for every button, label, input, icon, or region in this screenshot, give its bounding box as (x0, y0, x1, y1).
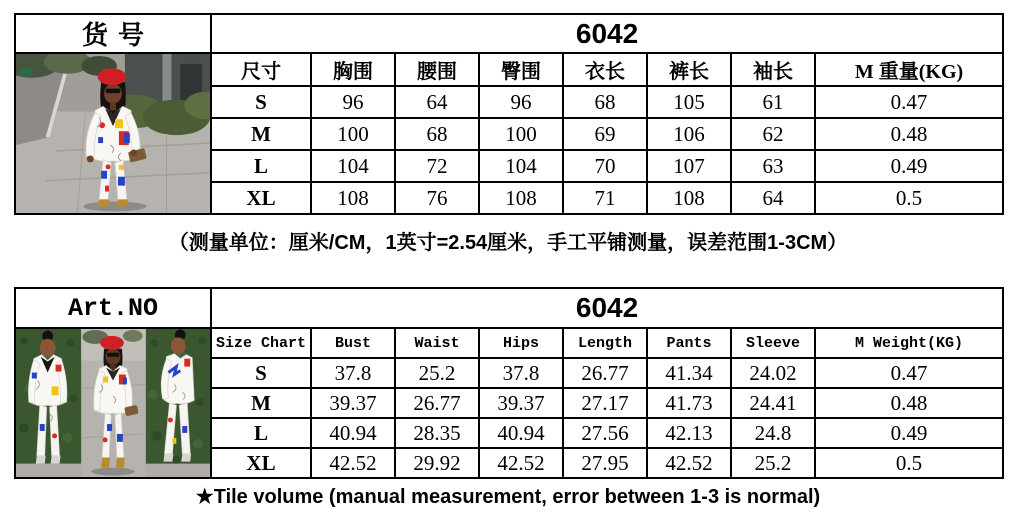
header-cell: Sleeve (731, 328, 815, 358)
product-photo-trio (15, 328, 211, 478)
header-cell: 裤长 (647, 53, 731, 86)
data-cell: 0.5 (815, 448, 1003, 478)
data-cell: 40.94 (479, 418, 563, 448)
inch-size-table (14, 287, 1004, 479)
data-cell: 63 (731, 150, 815, 182)
header-cell: Bust (311, 328, 395, 358)
data-cell: 108 (311, 182, 395, 214)
red-beret-icon (98, 68, 127, 85)
header-cell: 尺寸 (211, 53, 311, 86)
data-cell: 26.77 (395, 388, 479, 418)
size-label: L (211, 418, 311, 448)
data-cell: 70 (563, 150, 647, 182)
data-cell: 61 (731, 86, 815, 118)
data-cell: 24.8 (731, 418, 815, 448)
cm-header-row (15, 53, 1003, 86)
header-cell: M Weight(KG) (815, 328, 1003, 358)
header-cell: Length (563, 328, 647, 358)
header-cell: M 重量(KG) (815, 53, 1003, 86)
data-cell: 107 (647, 150, 731, 182)
data-cell: 62 (731, 118, 815, 150)
product-photo-street (15, 53, 211, 214)
header-cell: Waist (395, 328, 479, 358)
data-cell: 24.02 (731, 358, 815, 388)
data-cell: 0.5 (815, 182, 1003, 214)
street-photo-illustration (16, 54, 210, 213)
data-cell: 71 (563, 182, 647, 214)
data-cell: 37.8 (311, 358, 395, 388)
header-cell: 衣长 (563, 53, 647, 86)
data-cell: 28.35 (395, 418, 479, 448)
inch-measurement-note: ★Tile volume (manual measurement, error between 1-3 is normal) (195, 486, 821, 508)
data-cell: 68 (395, 118, 479, 150)
header-cell: Hips (479, 328, 563, 358)
data-cell: 64 (395, 86, 479, 118)
data-cell: 76 (395, 182, 479, 214)
size-label: L (211, 150, 311, 182)
data-cell: 96 (479, 86, 563, 118)
trio-photo-illustration (16, 329, 210, 477)
data-cell: 27.17 (563, 388, 647, 418)
data-cell: 0.49 (815, 418, 1003, 448)
data-cell: 0.47 (815, 358, 1003, 388)
cm-corner-label: 货号 (15, 14, 211, 53)
data-cell: 24.41 (731, 388, 815, 418)
header-cell: Size Chart (211, 328, 311, 358)
data-cell: 25.2 (395, 358, 479, 388)
size-label: S (211, 358, 311, 388)
data-cell: 68 (563, 86, 647, 118)
header-cell: 胸围 (311, 53, 395, 86)
header-cell: 袖长 (731, 53, 815, 86)
size-label: XL (211, 448, 311, 478)
size-label: S (211, 86, 311, 118)
data-cell: 41.73 (647, 388, 731, 418)
red-beret-icon (100, 336, 124, 350)
sunglasses-icon (107, 353, 119, 357)
data-cell: 106 (647, 118, 731, 150)
inch-article-number: 6042 (211, 288, 1003, 328)
data-cell: 37.8 (479, 358, 563, 388)
header-cell: Pants (647, 328, 731, 358)
data-cell: 41.34 (647, 358, 731, 388)
size-label: M (211, 118, 311, 150)
data-cell: 104 (479, 150, 563, 182)
cm-measurement-note: （测量单位：厘米/CM，1英寸=2.54厘米，手工平铺测量，误差范围1-3CM） (168, 232, 848, 254)
size-label: M (211, 388, 311, 418)
cm-article-number: 6042 (211, 14, 1003, 53)
data-cell: 100 (479, 118, 563, 150)
data-cell: 27.95 (563, 448, 647, 478)
data-cell: 40.94 (311, 418, 395, 448)
header-cell: 臀围 (479, 53, 563, 86)
data-cell: 108 (647, 182, 731, 214)
data-cell: 0.49 (815, 150, 1003, 182)
data-cell: 25.2 (731, 448, 815, 478)
header-cell: 腰围 (395, 53, 479, 86)
data-cell: 0.47 (815, 86, 1003, 118)
data-cell: 105 (647, 86, 731, 118)
data-cell: 108 (479, 182, 563, 214)
data-cell: 0.48 (815, 118, 1003, 150)
data-cell: 72 (395, 150, 479, 182)
data-cell: 39.37 (479, 388, 563, 418)
data-cell: 42.52 (647, 448, 731, 478)
inch-title-row (15, 288, 1003, 328)
cm-title-row (15, 14, 1003, 53)
data-cell: 96 (311, 86, 395, 118)
data-cell: 42.13 (647, 418, 731, 448)
data-cell: 64 (731, 182, 815, 214)
inch-header-row (15, 328, 1003, 358)
data-cell: 27.56 (563, 418, 647, 448)
data-cell: 0.48 (815, 388, 1003, 418)
data-cell: 26.77 (563, 358, 647, 388)
data-cell: 42.52 (311, 448, 395, 478)
sunglasses-icon (106, 89, 121, 93)
inch-corner-label: Art.NO (15, 288, 211, 328)
data-cell: 29.92 (395, 448, 479, 478)
data-cell: 104 (311, 150, 395, 182)
size-label: XL (211, 182, 311, 214)
cm-size-table (14, 13, 1004, 215)
data-cell: 100 (311, 118, 395, 150)
data-cell: 69 (563, 118, 647, 150)
data-cell: 42.52 (479, 448, 563, 478)
data-cell: 39.37 (311, 388, 395, 418)
